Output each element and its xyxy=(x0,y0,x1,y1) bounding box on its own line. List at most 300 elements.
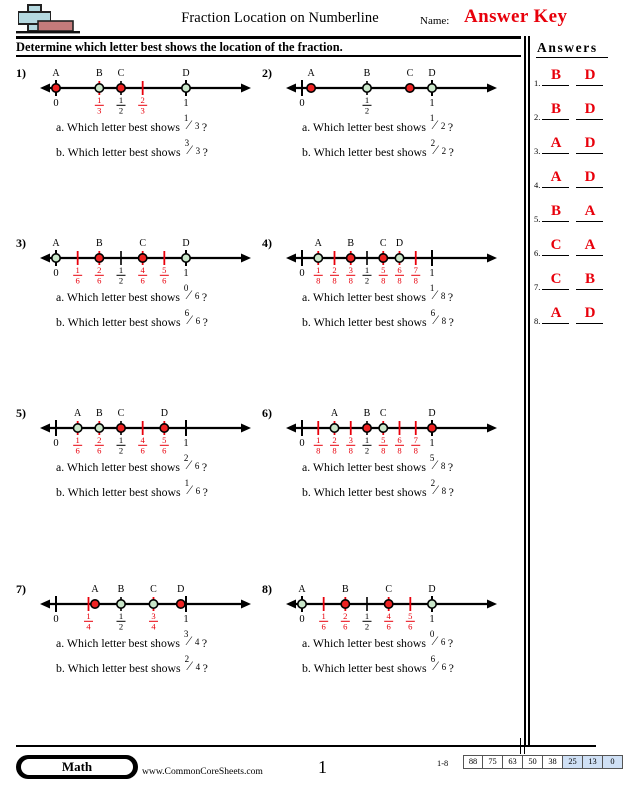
answer-value-a: B xyxy=(550,203,561,219)
answer-value-b: D xyxy=(584,135,596,151)
answer-row xyxy=(534,272,612,300)
inline-fraction xyxy=(430,654,449,674)
svg-text:D: D xyxy=(395,238,404,249)
fraction-slash: ⁄ xyxy=(434,312,437,327)
inline-fraction xyxy=(429,283,448,303)
question-a-text: a. Which letter best shows xyxy=(56,636,183,650)
inline-fraction xyxy=(184,654,203,674)
svg-text:A: A xyxy=(52,68,60,79)
svg-text:1: 1 xyxy=(364,95,370,105)
inline-fraction xyxy=(430,478,449,498)
fraction-numerator: 0 xyxy=(429,629,435,639)
svg-text:A: A xyxy=(314,238,322,249)
answer-row xyxy=(534,68,612,96)
svg-text:2: 2 xyxy=(332,265,337,275)
answer-line-a xyxy=(542,255,569,256)
svg-text:2: 2 xyxy=(118,105,124,116)
svg-text:8: 8 xyxy=(381,445,386,456)
answers-title: Answers xyxy=(537,40,598,55)
svg-text:8: 8 xyxy=(413,275,418,286)
answer-row-number: 5. xyxy=(534,214,541,224)
svg-text:1: 1 xyxy=(183,268,189,279)
problem-number: 1) xyxy=(16,66,26,80)
fraction-numerator: 2 xyxy=(430,478,436,488)
question-a-text: a. Which letter best shows xyxy=(302,636,429,650)
question-b-text: b. Which letter best shows xyxy=(56,145,184,159)
svg-text:0: 0 xyxy=(53,98,59,109)
question-a-mark: ? xyxy=(201,460,208,474)
fraction-numerator: 3 xyxy=(184,138,190,148)
answer-row xyxy=(534,204,612,232)
svg-text:2: 2 xyxy=(140,95,145,105)
svg-text:D: D xyxy=(428,68,436,79)
question-b-text: b. Which letter best shows xyxy=(302,145,430,159)
question-b xyxy=(56,138,208,160)
svg-text:1: 1 xyxy=(118,435,124,445)
svg-text:0: 0 xyxy=(299,268,305,279)
question-a-mark: ? xyxy=(447,636,454,650)
question-a-text: a. Which letter best shows xyxy=(302,290,429,304)
fraction-slash: ⁄ xyxy=(188,312,191,327)
score-scale-cell: 50 xyxy=(523,755,543,769)
inline-fraction xyxy=(184,138,203,158)
score-scale-cell: 38 xyxy=(543,755,563,769)
svg-text:8: 8 xyxy=(316,275,321,286)
svg-text:7: 7 xyxy=(413,265,418,275)
svg-text:A: A xyxy=(330,408,339,419)
question-a-text: a. Which letter best shows xyxy=(302,460,429,474)
svg-text:C: C xyxy=(406,68,414,79)
fraction-slash: ⁄ xyxy=(188,658,191,673)
question-a-text: a. Which letter best shows xyxy=(302,120,429,134)
fraction-numerator: 6 xyxy=(184,308,190,318)
svg-text:5: 5 xyxy=(408,611,413,621)
score-scale-cell: 63 xyxy=(503,755,523,769)
question-a-mark: ? xyxy=(201,636,208,650)
fraction-denominator: 4 xyxy=(195,662,201,672)
question-a-mark: ? xyxy=(201,290,208,304)
svg-text:1: 1 xyxy=(429,438,435,449)
svg-text:3: 3 xyxy=(97,105,102,116)
question-a-mark: ? xyxy=(201,120,208,134)
answer-line-b xyxy=(576,221,603,222)
answers-title-underline xyxy=(536,57,608,58)
inline-fraction xyxy=(184,308,203,328)
fraction-denominator: 2 xyxy=(440,121,446,131)
svg-text:8: 8 xyxy=(316,445,321,456)
svg-text:1: 1 xyxy=(97,95,102,105)
score-scale-cell: 88 xyxy=(463,755,483,769)
question-a xyxy=(56,283,208,305)
name-label: Name: xyxy=(420,15,450,27)
answer-row xyxy=(534,136,612,164)
question-a-mark: ? xyxy=(447,290,454,304)
svg-text:1: 1 xyxy=(75,435,80,445)
math-plus-logo-icon xyxy=(16,3,82,37)
instructions-divider xyxy=(16,55,521,57)
svg-text:2: 2 xyxy=(97,265,102,275)
svg-text:8: 8 xyxy=(348,275,353,286)
question-a xyxy=(302,629,454,651)
fraction-denominator: 2 xyxy=(441,146,447,156)
problem-number: 5) xyxy=(16,406,26,420)
question-b-text: b. Which letter best shows xyxy=(56,661,184,675)
answer-value-a: A xyxy=(550,169,562,185)
svg-text:A: A xyxy=(74,408,82,419)
svg-text:A: A xyxy=(91,584,99,595)
fraction-numerator: 3 xyxy=(183,629,189,639)
number-line-diagram xyxy=(284,578,499,630)
svg-text:6: 6 xyxy=(162,275,167,286)
fraction-denominator: 6 xyxy=(195,486,201,496)
fraction-slash: ⁄ xyxy=(187,287,191,302)
answer-row-number: 1. xyxy=(534,78,541,88)
svg-text:6: 6 xyxy=(75,445,80,456)
svg-text:B: B xyxy=(347,238,355,249)
problem-item xyxy=(16,232,266,400)
answer-value-b: D xyxy=(584,169,596,185)
svg-text:0: 0 xyxy=(53,614,59,625)
problem-item xyxy=(16,62,266,230)
svg-text:4: 4 xyxy=(86,621,91,632)
number-line-diagram xyxy=(38,62,253,114)
svg-text:6: 6 xyxy=(97,275,102,286)
svg-text:2: 2 xyxy=(364,445,370,456)
svg-text:2: 2 xyxy=(364,621,370,632)
fraction-numerator: 2 xyxy=(184,654,190,664)
question-b-mark: ? xyxy=(448,315,454,329)
fraction-denominator: 4 xyxy=(194,637,200,647)
fraction-slash: ⁄ xyxy=(433,287,437,302)
fraction-denominator: 6 xyxy=(440,637,446,647)
svg-text:5: 5 xyxy=(162,265,167,275)
score-scale-cell: 75 xyxy=(483,755,503,769)
problem-item xyxy=(16,578,266,746)
svg-text:D: D xyxy=(182,238,190,249)
score-scale-cell: 13 xyxy=(583,755,603,769)
question-b xyxy=(302,308,454,330)
svg-text:2: 2 xyxy=(343,611,348,621)
problem-number: 3) xyxy=(16,236,26,250)
website-url: www.CommonCoreSheets.com xyxy=(142,766,263,777)
answers-divider-outer xyxy=(524,36,526,745)
question-a xyxy=(302,113,454,135)
svg-text:B: B xyxy=(95,408,103,419)
svg-text:6: 6 xyxy=(386,621,391,632)
question-a-mark: ? xyxy=(447,460,454,474)
svg-text:8: 8 xyxy=(332,445,337,456)
inline-fraction xyxy=(430,138,449,158)
inline-fraction xyxy=(429,629,448,649)
fraction-denominator: 8 xyxy=(441,316,447,326)
answer-line-a xyxy=(542,323,569,324)
problem-item xyxy=(262,402,512,570)
answer-row xyxy=(534,170,612,198)
answer-value-b: A xyxy=(584,203,596,219)
svg-text:5: 5 xyxy=(381,435,386,445)
svg-text:D: D xyxy=(182,68,190,79)
problem-item xyxy=(262,232,512,400)
problem-number: 2) xyxy=(262,66,272,80)
svg-text:0: 0 xyxy=(53,438,59,449)
svg-text:1: 1 xyxy=(86,611,91,621)
question-a-mark: ? xyxy=(447,120,454,134)
question-b-mark: ? xyxy=(448,145,454,159)
svg-text:0: 0 xyxy=(53,268,59,279)
svg-text:6: 6 xyxy=(140,275,145,286)
svg-text:5: 5 xyxy=(381,265,386,275)
answer-value-a: C xyxy=(550,237,562,253)
header-divider xyxy=(16,36,521,39)
instructions-text: Determine which letter best shows the location of the fraction. xyxy=(16,40,343,54)
answer-value-a: A xyxy=(550,135,562,151)
svg-text:1: 1 xyxy=(321,611,326,621)
svg-text:6: 6 xyxy=(140,445,145,456)
answer-row-number: 4. xyxy=(534,180,541,190)
answer-line-a xyxy=(542,187,569,188)
number-line-diagram xyxy=(284,62,499,114)
inline-fraction xyxy=(183,453,202,473)
answer-line-b xyxy=(576,255,603,256)
fraction-slash: ⁄ xyxy=(187,457,191,472)
svg-text:C: C xyxy=(150,584,157,595)
svg-text:C: C xyxy=(117,408,125,419)
question-a-text: a. Which letter best shows xyxy=(56,120,183,134)
question-b xyxy=(56,308,208,330)
fraction-numerator: 1 xyxy=(184,478,190,488)
svg-text:1: 1 xyxy=(183,98,189,109)
question-a xyxy=(56,113,208,135)
fraction-numerator: 2 xyxy=(183,453,189,463)
svg-text:4: 4 xyxy=(386,611,391,621)
score-range-label: 1-8 xyxy=(437,759,449,768)
svg-text:8: 8 xyxy=(381,275,386,286)
subject-badge xyxy=(16,755,138,779)
svg-text:1: 1 xyxy=(183,438,189,449)
inline-fraction xyxy=(183,629,202,649)
svg-text:0: 0 xyxy=(299,98,305,109)
answer-line-a xyxy=(542,153,569,154)
svg-text:6: 6 xyxy=(321,621,326,632)
fraction-denominator: 3 xyxy=(194,121,200,131)
question-b xyxy=(56,654,208,676)
svg-text:B: B xyxy=(363,408,371,419)
svg-text:B: B xyxy=(363,68,371,79)
question-a xyxy=(302,283,454,305)
question-a-text: a. Which letter best shows xyxy=(56,460,183,474)
svg-text:B: B xyxy=(341,584,349,595)
fraction-denominator: 3 xyxy=(195,146,201,156)
answer-line-b xyxy=(576,119,603,120)
svg-text:C: C xyxy=(139,238,147,249)
fraction-slash: ⁄ xyxy=(188,142,191,157)
question-b-mark: ? xyxy=(202,485,208,499)
svg-text:6: 6 xyxy=(343,621,348,632)
answer-row-number: 6. xyxy=(534,248,541,258)
svg-text:8: 8 xyxy=(413,445,418,456)
svg-text:3: 3 xyxy=(348,265,353,275)
svg-text:3: 3 xyxy=(151,611,156,621)
inline-fraction xyxy=(183,113,202,133)
svg-text:C: C xyxy=(385,584,393,595)
svg-text:1: 1 xyxy=(316,435,321,445)
fraction-slash: ⁄ xyxy=(434,142,437,157)
answer-row-number: 7. xyxy=(534,282,541,292)
svg-text:0: 0 xyxy=(299,438,305,449)
answer-row xyxy=(534,306,612,334)
question-b xyxy=(302,138,454,160)
svg-text:1: 1 xyxy=(118,265,124,275)
question-b xyxy=(56,478,208,500)
svg-text:1: 1 xyxy=(429,98,435,109)
svg-text:1: 1 xyxy=(316,265,321,275)
answer-value-a: B xyxy=(550,67,561,83)
score-scale xyxy=(463,755,623,769)
number-line-diagram xyxy=(284,232,499,284)
svg-text:B: B xyxy=(95,238,103,249)
question-a xyxy=(56,629,208,651)
fraction-numerator: 6 xyxy=(430,654,436,664)
svg-text:A: A xyxy=(298,584,306,595)
fraction-denominator: 6 xyxy=(194,461,200,471)
fraction-numerator: 1 xyxy=(429,283,435,293)
answer-line-a xyxy=(542,289,569,290)
svg-text:5: 5 xyxy=(162,435,167,445)
score-scale-cell: 25 xyxy=(563,755,583,769)
svg-text:B: B xyxy=(95,68,103,79)
answer-value-b: D xyxy=(584,101,596,117)
question-b-text: b. Which letter best shows xyxy=(56,315,184,329)
answer-row xyxy=(534,238,612,266)
answers-panel xyxy=(524,0,612,745)
fraction-numerator: 1 xyxy=(183,113,189,123)
svg-text:8: 8 xyxy=(397,275,402,286)
answer-row xyxy=(534,102,612,130)
svg-text:1: 1 xyxy=(364,265,370,275)
svg-text:1: 1 xyxy=(75,265,80,275)
answer-line-b xyxy=(576,85,603,86)
svg-text:2: 2 xyxy=(118,621,124,632)
svg-text:6: 6 xyxy=(162,445,167,456)
question-b xyxy=(302,654,454,676)
fraction-slash: ⁄ xyxy=(433,633,437,648)
question-b xyxy=(302,478,454,500)
question-b-text: b. Which letter best shows xyxy=(302,661,430,675)
answer-value-b: B xyxy=(584,271,595,287)
problem-number: 6) xyxy=(262,406,272,420)
svg-text:2: 2 xyxy=(118,445,124,456)
question-a-text: a. Which letter best shows xyxy=(56,290,183,304)
question-b-text: b. Which letter best shows xyxy=(56,485,184,499)
answer-value-a: C xyxy=(550,271,562,287)
inline-fraction xyxy=(183,283,202,303)
number-line-diagram xyxy=(38,402,253,454)
svg-text:8: 8 xyxy=(397,445,402,456)
svg-text:3: 3 xyxy=(348,435,353,445)
answer-line-a xyxy=(542,221,569,222)
page-number: 1 xyxy=(318,757,327,777)
fraction-denominator: 8 xyxy=(440,291,446,301)
answer-line-b xyxy=(576,323,603,324)
svg-text:2: 2 xyxy=(332,435,337,445)
inline-fraction xyxy=(429,453,448,473)
fraction-slash: ⁄ xyxy=(434,658,437,673)
inline-fraction xyxy=(429,113,448,133)
fraction-numerator: 6 xyxy=(430,308,436,318)
fraction-numerator: 1 xyxy=(429,113,435,123)
problem-number: 8) xyxy=(262,582,272,596)
svg-text:D: D xyxy=(177,584,185,595)
answer-value-a: B xyxy=(550,101,561,117)
number-line-diagram xyxy=(38,232,253,284)
answer-value-a: A xyxy=(550,305,562,321)
svg-text:4: 4 xyxy=(151,621,156,632)
svg-text:2: 2 xyxy=(364,275,370,286)
problem-number: 4) xyxy=(262,236,272,250)
answer-line-a xyxy=(542,85,569,86)
svg-text:0: 0 xyxy=(299,614,305,625)
svg-text:6: 6 xyxy=(97,445,102,456)
fraction-slash: ⁄ xyxy=(434,482,437,497)
fraction-slash: ⁄ xyxy=(433,117,437,132)
fraction-slash: ⁄ xyxy=(433,457,437,472)
answer-row-number: 2. xyxy=(534,112,541,122)
question-b-text: b. Which letter best shows xyxy=(302,315,430,329)
page-title: Fraction Location on Numberline xyxy=(181,10,379,26)
question-a xyxy=(56,453,208,475)
subject-badge-label: Math xyxy=(21,759,133,775)
inline-fraction xyxy=(184,478,203,498)
fraction-slash: ⁄ xyxy=(188,482,191,497)
answer-row-number: 8. xyxy=(534,316,541,326)
svg-text:4: 4 xyxy=(140,435,145,445)
fraction-denominator: 6 xyxy=(195,316,201,326)
svg-text:1: 1 xyxy=(118,611,124,621)
fraction-denominator: 6 xyxy=(194,291,200,301)
fraction-denominator: 8 xyxy=(441,486,447,496)
inline-fraction xyxy=(430,308,449,328)
problem-item xyxy=(16,402,266,570)
svg-text:1: 1 xyxy=(364,611,370,621)
footer-divider xyxy=(16,745,596,747)
problem-item xyxy=(262,578,512,746)
svg-text:A: A xyxy=(52,238,60,249)
fraction-denominator: 8 xyxy=(440,461,446,471)
fraction-slash: ⁄ xyxy=(187,117,191,132)
question-b-mark: ? xyxy=(448,661,454,675)
problem-number: 7) xyxy=(16,582,26,596)
question-b-text: b. Which letter best shows xyxy=(302,485,430,499)
svg-text:6: 6 xyxy=(397,435,402,445)
answer-line-b xyxy=(576,187,603,188)
svg-text:C: C xyxy=(379,408,387,419)
answer-row-number: 3. xyxy=(534,146,541,156)
svg-text:1: 1 xyxy=(364,435,370,445)
svg-text:2: 2 xyxy=(97,435,102,445)
svg-text:2: 2 xyxy=(364,105,370,116)
answer-key-label: Answer Key xyxy=(464,6,568,27)
question-b-mark: ? xyxy=(202,145,208,159)
svg-text:6: 6 xyxy=(408,621,413,632)
svg-text:D: D xyxy=(428,408,436,419)
answer-line-b xyxy=(576,289,603,290)
svg-text:1: 1 xyxy=(429,614,435,625)
fraction-numerator: 0 xyxy=(183,283,189,293)
svg-text:7: 7 xyxy=(413,435,418,445)
fraction-numerator: 2 xyxy=(430,138,436,148)
svg-text:D: D xyxy=(160,408,168,419)
fraction-slash: ⁄ xyxy=(187,633,191,648)
